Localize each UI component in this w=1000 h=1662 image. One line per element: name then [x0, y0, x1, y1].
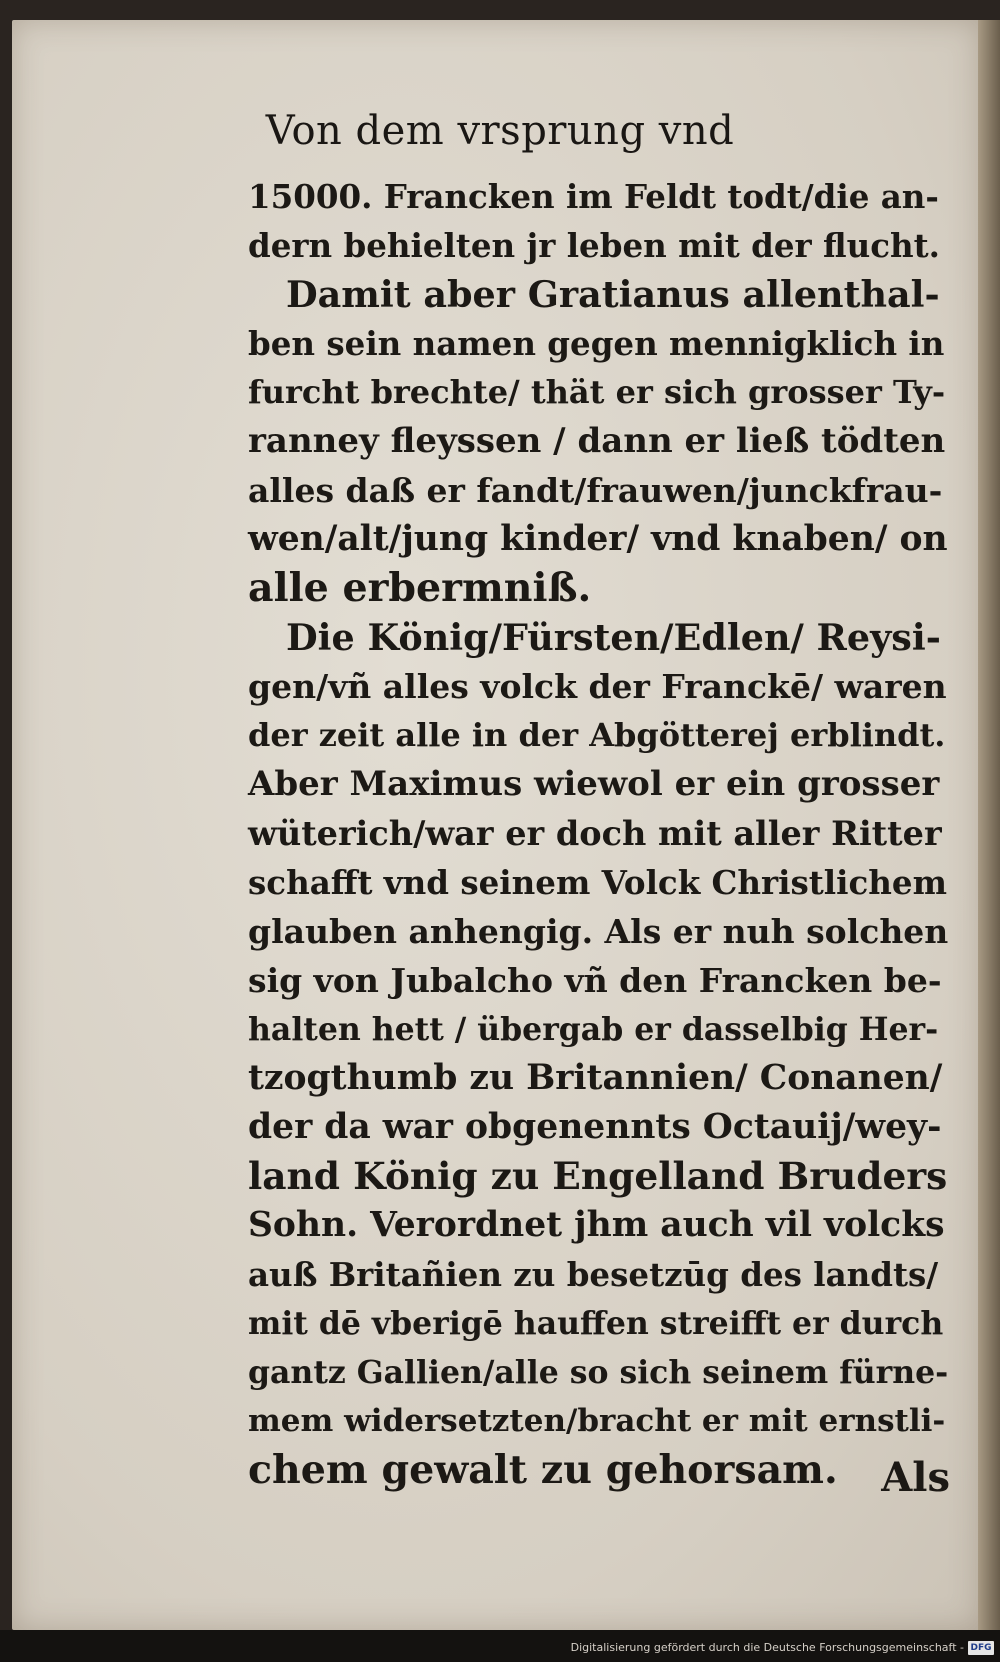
text-line: alles daß er fandt/frauwen/junckfrau- — [248, 471, 943, 510]
text-line: wüterich/war er doch mit aller Ritter — [248, 814, 942, 853]
funding-credit: Digitalisierung gefördert durch die Deutsche Forschungsgemeinschaft - — [570, 1641, 964, 1654]
page-text — [248, 172, 948, 1495]
text-line: wen/alt/jung kinder/ vnd knaben/ on — [248, 519, 948, 559]
text-line: gantz Gallien/alle so sich seinem fürne- — [248, 1354, 949, 1391]
text-line: schafft vnd seinem Volck Christlichem — [248, 863, 947, 902]
text-line: der zeit alle in der Abgötterej erblindt. — [248, 716, 946, 754]
footer-bar — [0, 1630, 1000, 1662]
text-line: mit dē vberigē hauffen streifft er durch — [248, 1305, 944, 1342]
text-line: sig von Jubalcho vñ den Francken be- — [248, 961, 942, 1000]
dfg-logo: DFG — [968, 1641, 994, 1655]
text-line: ben sein namen gegen mennigklich in — [248, 324, 945, 363]
text-line: furcht brechte/ thät er sich grosser Ty- — [248, 373, 946, 411]
text-line: land König zu Engelland Bruders — [248, 1154, 948, 1198]
text-line: chem gewalt zu gehorsam. — [248, 1447, 838, 1493]
text-line: tzogthumb zu Britannien/ Conanen/ — [248, 1058, 943, 1098]
text-line: Die König/Fürsten/Edlen/ Reysi- — [286, 616, 941, 659]
text-line: glauben anhengig. Als er nuh solchen — [248, 912, 949, 951]
text-line: alle erbermniß. — [248, 565, 592, 611]
text-line: der da war obgenennts Octauij/wey- — [248, 1107, 942, 1147]
text-line: auß Britañien zu besetzūg des landts/ — [248, 1255, 939, 1294]
catchword: Als — [881, 1454, 950, 1501]
text-line: Sohn. Verordnet jhm auch vil volcks — [248, 1205, 945, 1245]
text-line: halten hett / übergab er dasselbig Her- — [248, 1011, 939, 1048]
page-edge — [978, 20, 1000, 1630]
text-line: dern behielten jr leben mit der flucht. — [248, 226, 940, 265]
text-line: 15000. Francken im Feldt todt/die an- — [248, 177, 939, 216]
running-heading: Von dem vrsprung vnd — [265, 108, 735, 154]
text-line: Aber Maximus wiewol er ein grosser — [248, 764, 940, 804]
text-line: ranney fleyssen / dann er ließ tödten — [248, 421, 946, 461]
text-line: Damit aber Gratianus allenthal- — [286, 273, 940, 316]
text-line: mem widersetzten/bracht er mit ernstli- — [248, 1403, 946, 1439]
text-line: gen/vñ alles volck der Franckē/ waren — [248, 667, 947, 706]
